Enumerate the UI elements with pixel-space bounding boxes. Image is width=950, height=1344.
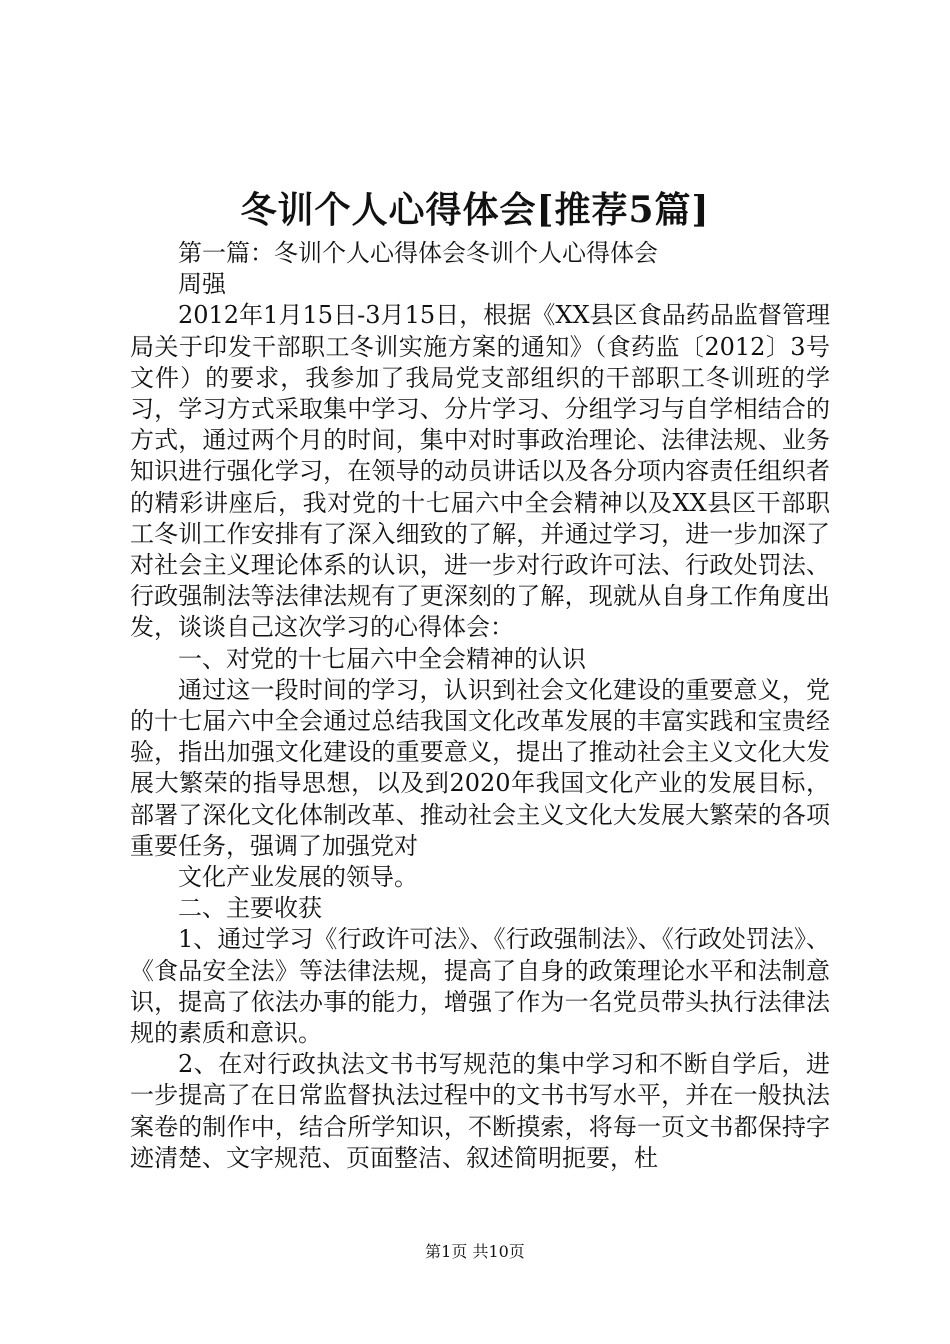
document-body: [130, 238, 830, 1174]
paragraph: 通过这一段时间的学习，认识到社会文化建设的重要意义，党的十七届六中全会通过总结我国文化改革发展的丰富实践和宝贵经验，指出加强文化建设的重要意义，提出了推动社会主义文化大发展大繁荣的指导思想，以及到2020年我国文化产业的发展目标，部署了深化文化体制改革、推动社会主义文化大发展大繁荣的各项重要任务，强调了加强党对: [130, 675, 830, 860]
paragraph: 1、通过学习《行政许可法》、《行政强制法》、《行政处罚法》、《食品安全法》等法律法规，提高了自身的政策理论水平和法制意识，提高了依法办事的能力，增强了作为一名党员带头执行法律法规的素质和意识。: [130, 925, 830, 1048]
section-heading: 第一篇：冬训个人心得体会冬训个人心得体会: [178, 239, 658, 267]
author-name: 周强: [178, 270, 226, 299]
page-number: 第1页 共10页: [425, 1242, 525, 1261]
document-title: 冬训个人心得体会[推荐5篇]: [240, 189, 710, 231]
subheading: 一、对党的十七届六中全会精神的认识: [178, 644, 586, 673]
paragraph: 2012年1月15日-3月15日，根据《XX县区食品药品监督管理局关于印发干部职工冬训实施方案的通知》（食药监〔2012〕3号文件）的要求，我参加了我局党支部组织的干部职工冬训班的学习，学习方式采取集中学习、分片学习、分组学习与自学相结合的方式，通过两个月的时间，集中对时事政治理论、法律法规、业务知识进行强化学习，在领导的动员讲话以及各分项内容责任组织者的精彩讲座后，我对党的十七届六中全会精神以及XX县区干部职工冬训工作安排有了深入细致的了解，并通过学习，进一步加深了对社会主义理论体系的认识，进一步对行政许可法、行政处罚法、行政强制法等法律法规有了更深刻的了解，现就从自身工作角度出发，谈谈自己这次学习的心得体会：: [130, 301, 830, 642]
subheading: 二、主要收获: [178, 894, 322, 923]
paragraph: 文化产业发展的领导。: [178, 863, 418, 892]
paragraph: 2、在对行政执法文书书写规范的集中学习和不断自学后，进一步提高了在日常监督执法过程中的文书书写水平，并在一般执法案卷的制作中，结合所学知识，不断摸索，将每一页文书都保持字迹清楚、文字规范、页面整洁、叙述简明扼要，杜: [130, 1050, 830, 1172]
